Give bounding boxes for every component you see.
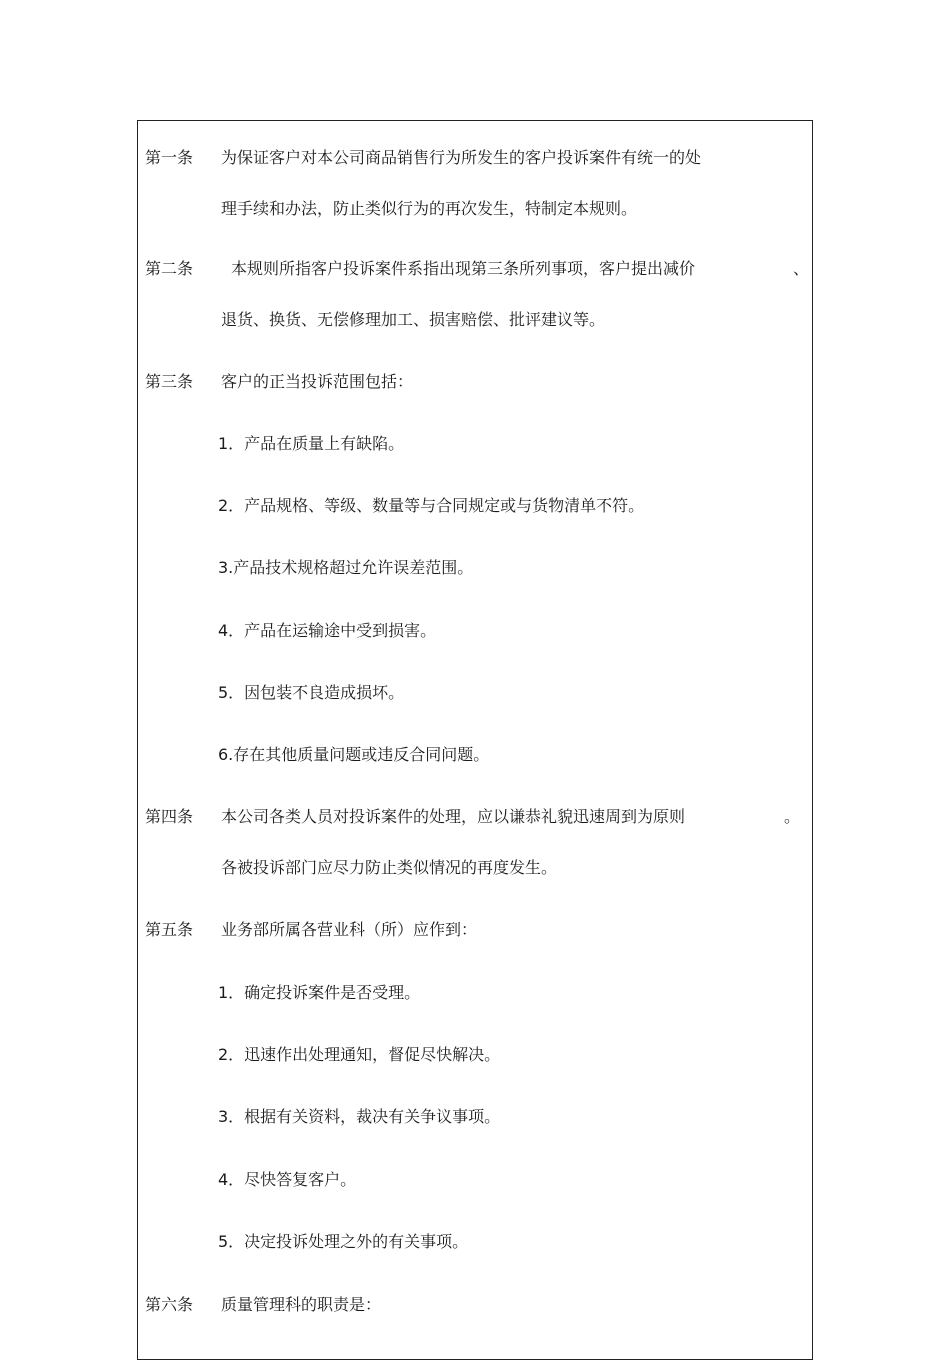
list-item: 5．因包装不良造成损坏。: [218, 683, 405, 702]
list-item: 1．确定投诉案件是否受理。: [218, 983, 421, 1002]
article-trailing-mark: 、: [793, 259, 810, 278]
article-number: 第三条: [145, 372, 194, 391]
list-item: 1．产品在质量上有缺陷。: [218, 434, 405, 453]
article-text-line: 退货、换货、无偿修理加工、损害赔偿、批评建议等。: [221, 310, 606, 329]
article-number: 第四条: [145, 807, 194, 826]
article-text-line: 质量管理科的职责是：: [221, 1295, 382, 1314]
article-number: 第一条: [145, 148, 194, 167]
article-number: 第二条: [145, 259, 194, 278]
article-text-line: 本公司各类人员对投诉案件的处理，应以谦恭礼貌迅速周到为原则: [221, 807, 686, 826]
article-text-line: 为保证客户对本公司商品销售行为所发生的客户投诉案件有统一的处: [221, 148, 702, 167]
list-item: 2．产品规格、等级、数量等与合同规定或与货物清单不符。: [218, 496, 645, 515]
list-item: 4．尽快答复客户。: [218, 1170, 357, 1189]
list-item: 5．决定投诉处理之外的有关事项。: [218, 1232, 469, 1251]
article-text-line: 客户的正当投诉范围包括：: [221, 372, 414, 391]
list-item: 4．产品在运输途中受到损害。: [218, 621, 437, 640]
article-number: 第六条: [145, 1295, 194, 1314]
article-number: 第五条: [145, 920, 194, 939]
article-text-line: 本规则所指客户投诉案件系指出现第三条所列事项，客户提出减价: [231, 259, 696, 278]
list-item: 2．迅速作出处理通知，督促尽快解决。: [218, 1045, 501, 1064]
article-text-line: 各被投诉部门应尽力防止类似情况的再度发生。: [221, 858, 558, 877]
list-item: 3．根据有关资料，裁决有关争议事项。: [218, 1107, 501, 1126]
article-text-line: 理手续和办法，防止类似行为的再次发生，特制定本规则。: [221, 199, 638, 218]
list-item: 6.存在其他质量问题或违反合同问题。: [218, 745, 490, 764]
article-text-line: 业务部所属各营业科（所）应作到：: [221, 920, 478, 939]
article-trailing-mark: 。: [784, 807, 801, 826]
list-item: 3.产品技术规格超过允许误差范围。: [218, 558, 474, 577]
